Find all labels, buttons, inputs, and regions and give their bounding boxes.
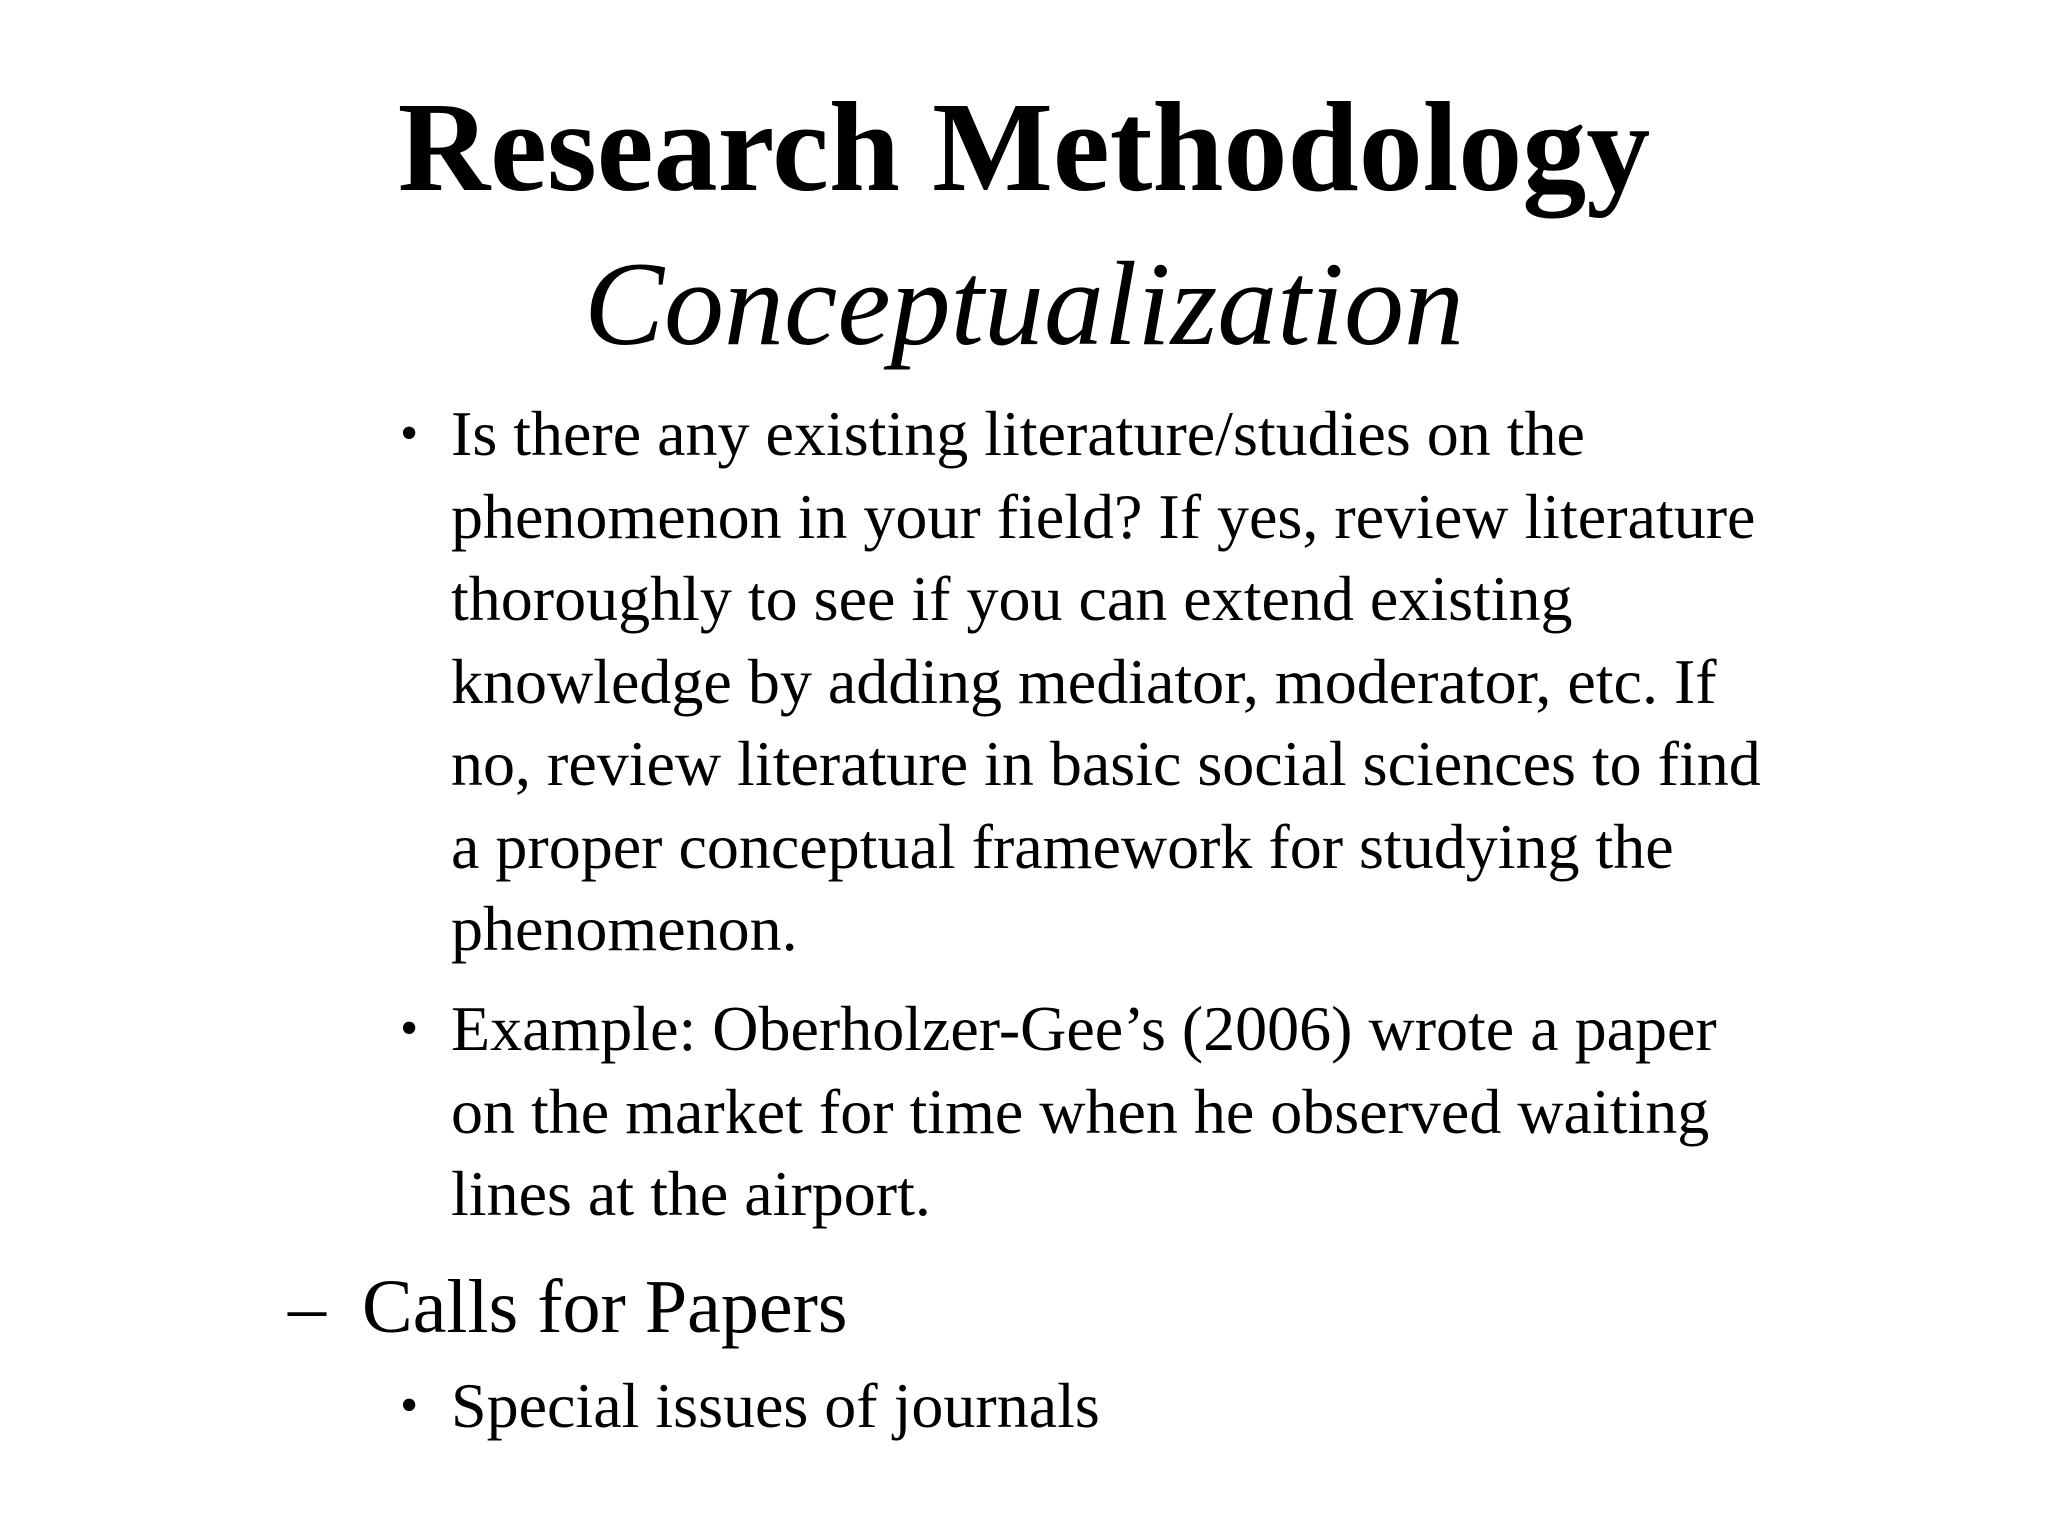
bullet-line: no, review literature in basic social sciences to find: [451, 728, 1761, 799]
bullet-line: a proper conceptual framework for studying the: [451, 810, 1674, 882]
slide-title: Research Methodology: [397, 76, 1651, 218]
dash-marker: –: [288, 1265, 326, 1349]
bullet-text: [451, 1365, 1920, 1448]
bullet-line: on the market for time when he observed waiting: [451, 1075, 1710, 1147]
slide-subtitle: Conceptualization: [584, 237, 1464, 370]
bullet-line: thoroughly to see if you can extend existing: [451, 563, 1573, 634]
bullet-marker: •: [400, 405, 419, 462]
bullet-text: [451, 393, 1920, 971]
bullet-line: knowledge by adding mediator, moderator, etc. If: [451, 645, 1717, 717]
bullet-marker: •: [400, 1377, 419, 1434]
bullet-line: Is there any existing literature/studies on the: [451, 398, 1585, 469]
bullet-line: Example: Oberholzer-Gee’s (2006) wrote a paper: [451, 993, 1717, 1064]
bullet-line: lines at the airport.: [451, 1158, 931, 1229]
bullet-marker: •: [400, 1000, 419, 1057]
bullet-line: phenomenon.: [451, 893, 798, 964]
bullet-line: Special issues of journals: [451, 1370, 1100, 1441]
section-label: Calls for Papers: [362, 1265, 848, 1349]
bullet-line: phenomenon in your field? If yes, review literature: [451, 480, 1756, 552]
bullet-text: [451, 988, 1920, 1236]
